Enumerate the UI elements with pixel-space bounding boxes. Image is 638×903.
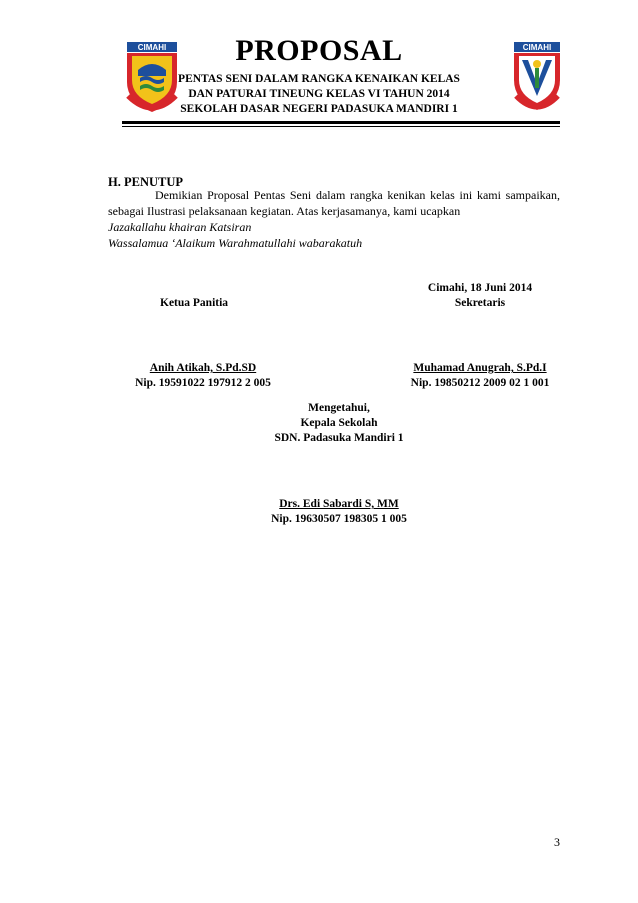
approval-line-1: Mengetahui, bbox=[308, 402, 370, 414]
section-heading: H. PENUTUP bbox=[108, 175, 183, 189]
header-rule-thick bbox=[122, 121, 560, 124]
left-role: Ketua Panitia bbox=[160, 297, 229, 309]
subtitle-line-3: SEKOLAH DASAR NEGERI PADASUKA MANDIRI 1 bbox=[180, 103, 458, 115]
closing-greeting-2: Wassalamua ‘Alaikum Warahmatullahi wabarakatuh bbox=[108, 236, 363, 250]
right-role: Sekretaris bbox=[454, 297, 506, 309]
closing-paragraph bbox=[108, 187, 560, 251]
right-logo-text: CIMAHI bbox=[522, 43, 552, 52]
left-signer-nip: Nip. 19591022 197912 2 005 bbox=[135, 377, 271, 389]
head-signer-nip: Nip. 19630507 198305 1 005 bbox=[271, 513, 407, 525]
right-signer-name: Muhamad Anugrah, S.Pd.I bbox=[413, 362, 547, 374]
left-signer-name: Anih Atikah, S.Pd.SD bbox=[149, 362, 257, 374]
subtitle-line-2: DAN PATURAI TINEUNG KELAS VI TAHUN 2014 bbox=[188, 88, 450, 100]
closing-paragraph-text: Demikian Proposal Pentas Seni dalam rangka kenikan kelas ini kami sampaikan, sebagai Ilustrasi pelaksanaan kegiatan. Atas kerjasamanya, kami ucapkan bbox=[108, 188, 560, 218]
approval-line-2: Kepala Sekolah bbox=[300, 417, 378, 429]
head-signer-name: Drs. Edi Sabardi S, MM bbox=[279, 498, 399, 510]
place-date: Cimahi, 18 Juni 2014 bbox=[427, 282, 533, 294]
closing-greeting-1: Jazakallahu khairan Katsiran bbox=[108, 220, 252, 234]
subtitle-line-1: PENTAS SENI DALAM RANGKA KENAIKAN KELAS bbox=[178, 73, 460, 85]
header-rule-thin bbox=[122, 126, 560, 127]
page-number: 3 bbox=[554, 835, 560, 849]
right-signer-nip: Nip. 19850212 2009 02 1 001 bbox=[410, 377, 550, 389]
approval-line-3: SDN. Padasuka Mandiri 1 bbox=[274, 432, 404, 444]
left-logo-text: CIMAHI bbox=[137, 43, 167, 52]
page-title: PROPOSAL bbox=[235, 34, 403, 67]
